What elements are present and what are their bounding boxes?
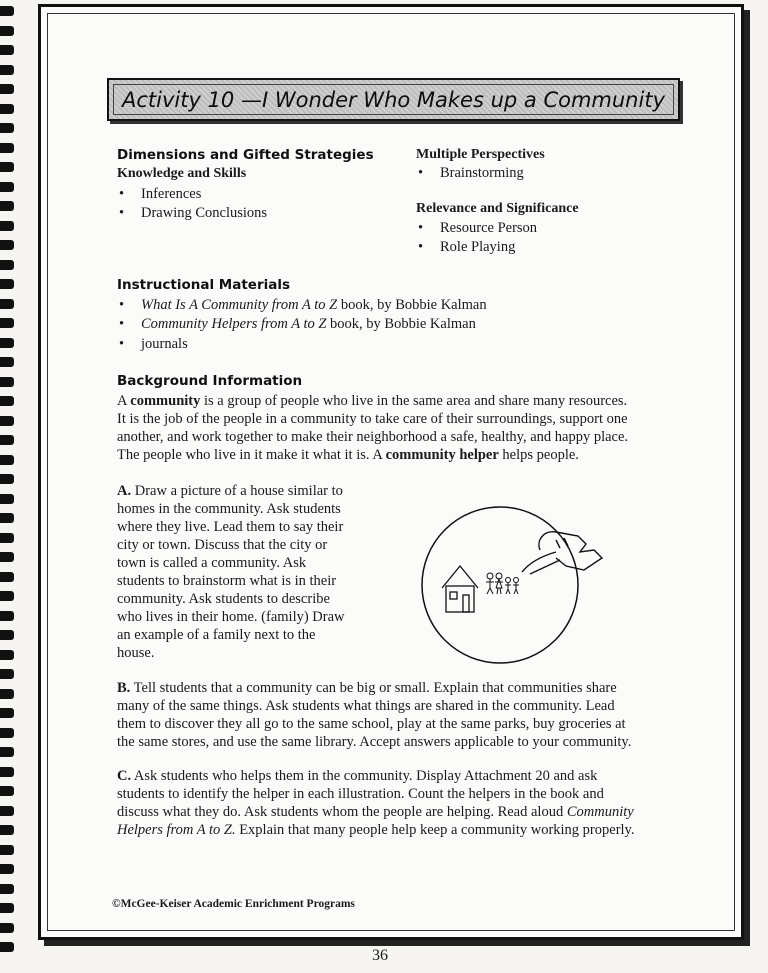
materials-item [117, 316, 476, 333]
binding-ring [0, 455, 14, 465]
text-line: city or town. Discuss that the city or [117, 537, 328, 553]
binding-ring [0, 903, 14, 913]
binding-ring [0, 240, 14, 250]
binding-ring [0, 279, 14, 289]
binding-ring [0, 591, 14, 601]
materials-heading: Instructional Materials [117, 277, 291, 293]
section-label: C. [117, 768, 132, 784]
page-number: 36 [372, 947, 388, 964]
binding-ring [0, 708, 14, 718]
binding-ring [0, 513, 14, 523]
binding-ring [0, 357, 14, 367]
dimensions-heading: Dimensions and Gifted Strategies [117, 147, 374, 163]
text-span: Ask students who helps them in the community. Display Attachment 20 and ask [131, 768, 598, 784]
binding-ring [0, 104, 14, 114]
binding-ring [0, 825, 14, 835]
binding-ring [0, 923, 14, 933]
binding-ring [0, 884, 14, 894]
binding-ring [0, 84, 14, 94]
text-span: The people who live in it make it what it is. A [117, 447, 386, 463]
binding-ring [0, 630, 14, 640]
text-span: helps people. [498, 447, 579, 463]
binding-ring [0, 611, 14, 621]
book-title: Community Helpers from A to Z [141, 316, 327, 332]
binding-ring [0, 396, 14, 406]
text-line: where they live. Lead them to say their [117, 519, 344, 535]
binding-ring [0, 260, 14, 270]
knowledge-skills-subheading: Knowledge and Skills [117, 166, 247, 181]
background-paragraph [117, 392, 628, 464]
binding-ring [0, 26, 14, 36]
binding-ring [0, 845, 14, 855]
binding-ring [0, 143, 14, 153]
text-line: an example of a family next to the [117, 627, 316, 643]
book-title: Helpers from A to Z. [117, 822, 236, 838]
binding-ring [0, 221, 14, 231]
activity-title-box [113, 84, 674, 115]
book-title: Community [566, 804, 634, 820]
text-line: homes in the community. Ask students [117, 501, 341, 517]
binding-ring [0, 728, 14, 738]
text-line: another, and work together to make their neighborhood a safe, healthy, and happy place. [117, 429, 629, 445]
binding-ring [0, 552, 14, 562]
text-span: is a group of people who live in the same area and share many resources. [200, 393, 628, 409]
binding-ring [0, 377, 14, 387]
dimensions-item: • Drawing Conclusions [117, 205, 267, 222]
binding-ring [0, 864, 14, 874]
materials-item [117, 297, 487, 314]
spiral-binding [0, 0, 16, 973]
materials-item [117, 336, 188, 353]
perspectives-item: • Brainstorming [416, 165, 524, 182]
binding-ring [0, 533, 14, 543]
binding-ring [0, 6, 14, 16]
section-a-paragraph [117, 482, 345, 662]
binding-ring [0, 435, 14, 445]
bold-term: community helper [385, 447, 499, 463]
text-span: Explain that many people help keep a community working properly. [235, 822, 635, 838]
text-line: many of the same things. Ask students what things are shared in the community. Lead [117, 698, 615, 714]
text-line: students to brainstorm what is in their [117, 573, 337, 589]
binding-ring [0, 942, 14, 952]
text-span: A [117, 393, 131, 409]
binding-ring [0, 162, 14, 172]
binding-ring [0, 201, 14, 211]
binding-ring [0, 416, 14, 426]
relevance-item: • Resource Person [416, 220, 537, 237]
text-line: town is called a community. Ask [117, 555, 307, 571]
binding-ring [0, 689, 14, 699]
dimensions-item: • Inferences [117, 186, 201, 203]
text-line: It is the job of the people in a community to take care of their surroundings, support one [117, 411, 628, 427]
book-author: book, by Bobbie Kalman [337, 297, 487, 313]
text-line: house. [117, 645, 155, 661]
binding-ring [0, 123, 14, 133]
circle-outline [422, 507, 578, 663]
relevance-item: • Role Playing [416, 239, 515, 256]
text-line: who lives in their home. (family) Draw [117, 609, 345, 625]
background-heading: Background Information [117, 373, 303, 389]
text-line: community. Ask students to describe [117, 591, 330, 607]
text-span: discuss what they do. Ask students whom the people are helping. Read aloud [117, 804, 567, 820]
binding-ring [0, 650, 14, 660]
activity-title: Activity 10 —I Wonder Who Makes up a Community [121, 87, 665, 112]
binding-ring [0, 747, 14, 757]
binding-ring [0, 338, 14, 348]
binding-ring [0, 806, 14, 816]
text-line: the same stores, and use the same library. Accept answers applicable to your community. [117, 734, 632, 750]
house-drawing [442, 566, 478, 612]
copyright-footer: ©McGee-Keiser Academic Enrichment Programs [112, 898, 355, 910]
section-c-paragraph [117, 767, 635, 839]
text-span: Tell students that a community can be big or small. Explain that communities share [130, 680, 617, 696]
binding-ring [0, 318, 14, 328]
binding-ring [0, 65, 14, 75]
materials-text: journals [141, 336, 188, 352]
binding-ring [0, 474, 14, 484]
community-illustration [410, 500, 610, 665]
activity-title-banner [107, 78, 680, 121]
binding-ring [0, 767, 14, 777]
binding-ring [0, 572, 14, 582]
text-span: Draw a picture of a house similar to [131, 483, 343, 499]
family-drawing [486, 573, 519, 594]
binding-ring [0, 299, 14, 309]
book-author: book, by Bobbie Kalman [326, 316, 476, 332]
relevance-heading: Relevance and Significance [416, 201, 579, 216]
bold-term: community [130, 393, 201, 409]
section-label: B. [117, 680, 131, 696]
book-title: What Is A Community from A to Z [141, 297, 338, 313]
binding-ring [0, 45, 14, 55]
binding-ring [0, 182, 14, 192]
text-line: students to identify the helper in each illustration. Count the helpers in the book and [117, 786, 604, 802]
text-line: them to discover they all go to the same school, play at the same parks, buy groceries at [117, 716, 626, 732]
perspectives-heading: Multiple Perspectives [416, 147, 545, 162]
binding-ring [0, 494, 14, 504]
section-b-paragraph [117, 679, 631, 751]
binding-ring [0, 669, 14, 679]
binding-ring [0, 786, 14, 796]
section-label: A. [117, 483, 132, 499]
